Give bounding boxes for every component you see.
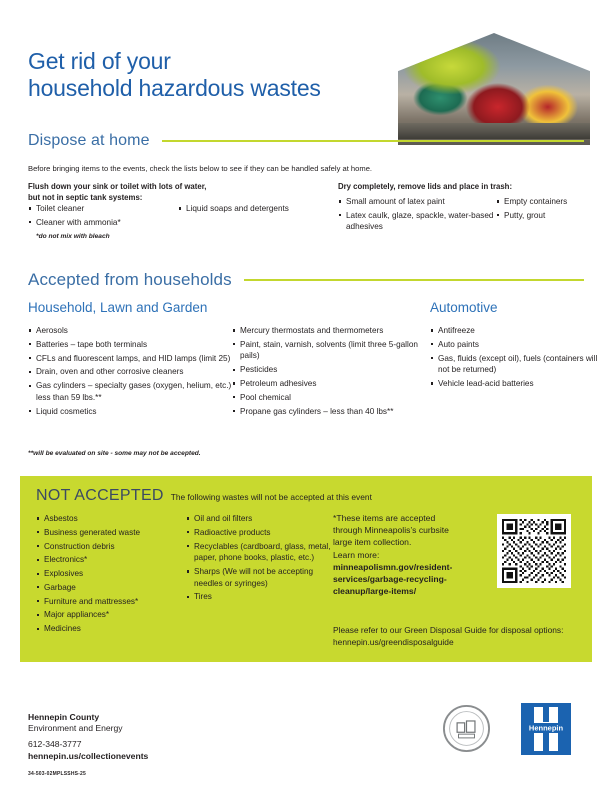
- dry-instructions-heading: [338, 182, 588, 193]
- list-item: Pesticides: [232, 364, 422, 376]
- green-disposal-guide-link[interactable]: hennepin.us/greendisposalguide: [333, 636, 454, 647]
- list-item: Propane gas cylinders – less than 40 lbs**: [232, 406, 422, 418]
- list-item: Petroleum adhesives: [232, 378, 422, 390]
- not-accepted-title: NOT ACCEPTED: [36, 487, 164, 504]
- heading-rule: [244, 279, 584, 281]
- list-item: Vehicle lead-acid batteries: [430, 378, 600, 390]
- list-item: Gas, fluids (except oil), fuels (containers will not be returned): [430, 353, 600, 376]
- asterisk-note-line-1: *These items are accepted: [333, 513, 436, 523]
- asterisk-note-line-2: through Minneapolis’s curbsite: [333, 525, 449, 536]
- qr-code[interactable]: [497, 514, 571, 588]
- list-item: Batteries – tape both terminals: [28, 339, 233, 351]
- footer-org-name: Hennepin County: [28, 712, 100, 722]
- list-item: Aerosols: [28, 325, 233, 337]
- list-item: Toilet cleaner: [28, 203, 178, 215]
- list-item: Tires: [186, 591, 331, 603]
- dry-heading-label: Dry completely, remove lids and place in trash:: [338, 182, 513, 191]
- list-item: Furniture and mattresses*: [36, 596, 186, 608]
- guide-text: Please refer to our Green Disposal Guide for disposal options:: [333, 625, 564, 635]
- household-list-column-2: [232, 325, 422, 419]
- list-item: Empty containers: [496, 196, 606, 208]
- dry-list-column-2: [496, 196, 606, 224]
- list-item: Construction debris: [36, 541, 186, 553]
- learn-more-label: Learn more:: [333, 549, 380, 560]
- list-item: Cleaner with ammonia*: [28, 217, 178, 229]
- not-accepted-list-column-2: [186, 513, 331, 605]
- household-list-column-1: [28, 325, 233, 419]
- footer-phone[interactable]: 612-348-3777: [28, 739, 82, 749]
- list-item: Small amount of latex paint: [338, 196, 500, 208]
- list-item: Business generated waste: [36, 527, 186, 539]
- dispose-lead-label: Before bringing items to the events, check the lists below to see if they can be handled safely at home.: [28, 164, 373, 173]
- flush-list-column-1: [28, 203, 178, 231]
- list-item: CFLs and fluorescent lamps, and HID lamps (limit 25): [28, 353, 233, 365]
- green-disposal-guide-block: [333, 625, 585, 648]
- large-items-link[interactable]: minneapolismn.gov/resident-services/garbage-recycling-cleanup/large-items/: [333, 561, 453, 597]
- title-line-2: household hazardous wastes: [28, 75, 321, 101]
- list-item: Asbestos: [36, 513, 186, 525]
- asterisk-note-line-3: large item collection.: [333, 537, 412, 548]
- list-item: Drain, oven and other corrosive cleaners: [28, 366, 233, 378]
- automotive-title: Automotive: [430, 300, 498, 315]
- heading-rule: [162, 140, 584, 142]
- footer-department: Environment and Energy: [28, 723, 123, 733]
- qr-code-image: [502, 519, 566, 583]
- list-item: Electronics*: [36, 554, 186, 566]
- automotive-list: [430, 325, 600, 392]
- curbside-note-block: [333, 512, 481, 597]
- list-item: Mercury thermostats and thermometers: [232, 325, 422, 337]
- list-item: Major appliances*: [36, 609, 186, 621]
- list-item: Explosives: [36, 568, 186, 580]
- hennepin-county-logo: [521, 703, 571, 755]
- flush-list-column-2: [178, 203, 328, 217]
- list-item: Liquid soaps and detergents: [178, 203, 328, 215]
- list-item: Garbage: [36, 582, 186, 594]
- household-lawn-garden-title: Household, Lawn and Garden: [28, 300, 208, 315]
- page-title: [28, 48, 398, 102]
- list-item: Auto paints: [430, 339, 600, 351]
- list-item: Oil and oil filters: [186, 513, 331, 525]
- not-accepted-heading: [36, 487, 372, 505]
- list-item: Paint, stain, varnish, solvents (limit three 5-gallon pails): [232, 339, 422, 362]
- list-item: Latex caulk, glaze, spackle, water-based adhesives: [338, 210, 500, 233]
- hennepin-logo-text: Hennepin: [528, 723, 564, 733]
- accepted-heading-label: Accepted from households: [28, 270, 232, 289]
- flush-heading-line-2: but not in septic tank systems:: [28, 192, 143, 202]
- dispose-heading-label: Dispose at home: [28, 132, 150, 149]
- flush-instructions-heading: [28, 182, 328, 203]
- dry-list-column-1: [338, 196, 500, 235]
- list-item: Antifreeze: [430, 325, 600, 337]
- footer-contact-block: [28, 712, 288, 777]
- section-heading-accepted-from-households: [28, 270, 584, 290]
- dispose-lead-text: [28, 163, 568, 174]
- evaluated-on-site-note: **will be evaluated on site - some may not be accepted.: [28, 450, 201, 457]
- minnesota-clean-sweep-seal-icon: [443, 705, 490, 752]
- list-item: Medicines: [36, 623, 186, 635]
- list-item: Recyclables (cardboard, glass, metal, paper, phone books, plastic, etc.): [186, 541, 331, 564]
- list-item: Liquid cosmetics: [28, 406, 233, 418]
- list-item: Gas cylinders – specialty gases (oxygen, helium, etc.) less than 59 lbs.**: [28, 380, 233, 403]
- not-accepted-subtitle: The following wastes will not be accepted at this event: [170, 492, 372, 502]
- not-accepted-list-column-1: [36, 513, 186, 637]
- list-item: Radioactive products: [186, 527, 331, 539]
- footer-website[interactable]: hennepin.us/collectionevents: [28, 751, 149, 761]
- flush-heading-line-1: Flush down your sink or toilet with lots of water,: [28, 182, 207, 191]
- list-item: Pool chemical: [232, 392, 422, 404]
- hero-house-photo: [398, 33, 590, 145]
- list-item: Putty, grout: [496, 210, 606, 222]
- list-item: Sharps (We will not be accepting needles or syringes): [186, 566, 331, 589]
- section-heading-dispose-at-home: [28, 132, 584, 150]
- title-line-1: Get rid of your: [28, 48, 171, 74]
- document-code: 34-503-02MPLSSHS-25: [28, 771, 86, 777]
- bleach-warning-note: *do not mix with bleach: [36, 233, 110, 240]
